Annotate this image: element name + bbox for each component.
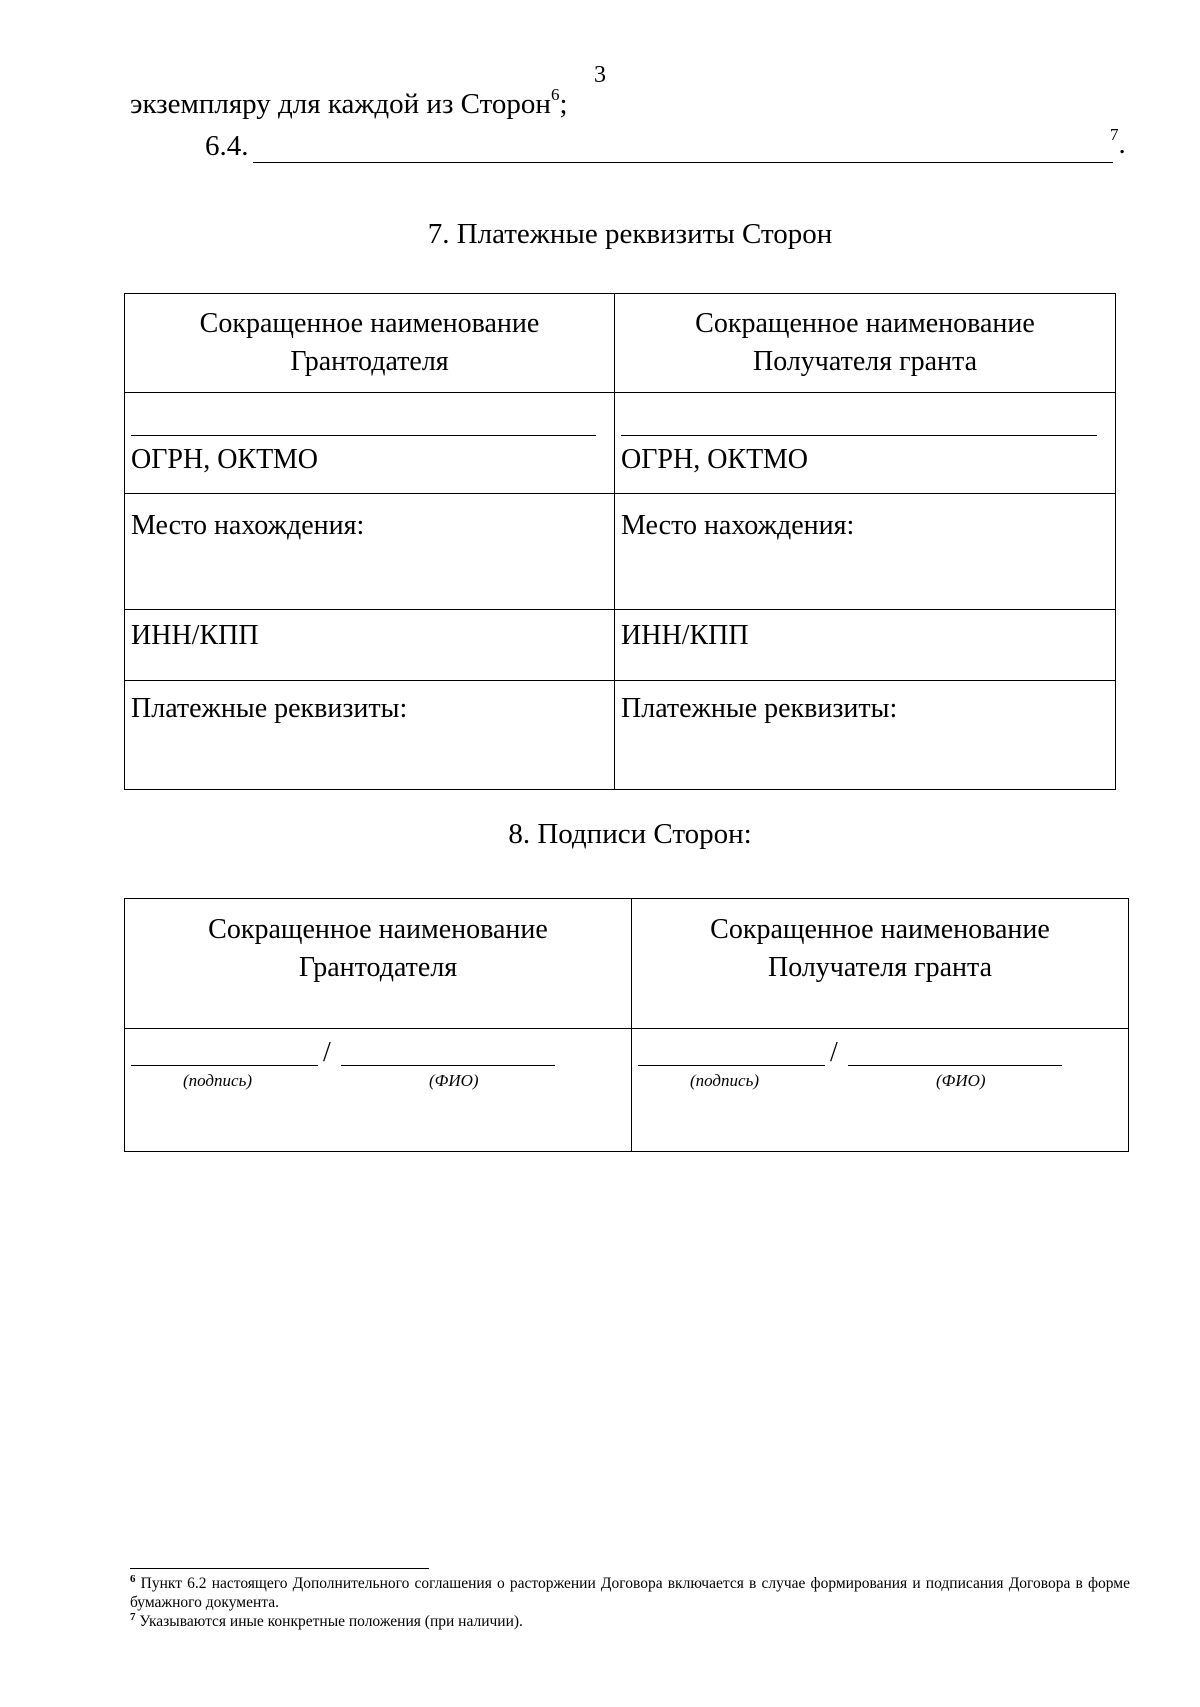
recipient-header	[615, 294, 1116, 393]
grantor-name-caption: (ФИО)	[429, 1071, 479, 1090]
grantor-ogrn-label: ОГРН, ОКТМО	[131, 444, 318, 475]
signatures-table	[124, 898, 1129, 1152]
item-6-4-tail	[1110, 125, 1126, 161]
footnote-7-mark: 7	[130, 1611, 136, 1623]
recipient-name-line	[848, 1065, 1062, 1066]
page-number: 3	[594, 62, 606, 88]
recipient-header-line1: Сокращенное наименование	[695, 308, 1035, 339]
grantor-header	[125, 294, 615, 393]
recipient-sign-header-line2: Получателя гранта	[767, 952, 993, 983]
recipient-sign-header-line1: Сокращенное наименование	[710, 914, 1050, 945]
recipient-signature-line	[638, 1065, 825, 1066]
grantor-payment-label: Платежные реквизиты:	[125, 681, 615, 790]
footnote-7-text: Указываются иные конкретные положения (при наличии).	[139, 1613, 523, 1630]
section-8-title: 8. Подписи Сторон:	[508, 818, 752, 850]
footnote-ref-6: 6	[550, 85, 560, 104]
section-7-title: 7. Платежные реквизиты Сторон	[427, 218, 833, 250]
grantor-inn-label: ИНН/КПП	[125, 610, 615, 681]
recipient-header-line2: Получателя гранта	[752, 346, 978, 377]
table-row	[125, 681, 1116, 790]
recipient-address-label: Место нахождения:	[615, 494, 1116, 610]
table-row	[125, 494, 1116, 610]
footnote-ref-7: 7	[1110, 125, 1119, 144]
intro-line	[130, 85, 568, 121]
grantor-slash: /	[323, 1037, 331, 1068]
grantor-name-cell	[125, 393, 615, 494]
item-6-4-label: 6.4.	[205, 130, 249, 162]
footnote-separator	[130, 1568, 429, 1569]
item-6-4-blank-line	[253, 162, 1113, 163]
grantor-signature-cell	[125, 1029, 632, 1152]
table-header-row	[125, 899, 1129, 1029]
recipient-payment-label: Платежные реквизиты:	[615, 681, 1116, 790]
grantor-signature-line	[131, 1065, 318, 1066]
grantor-sign-header-line2: Грантодателя	[298, 952, 458, 983]
table-row	[125, 610, 1116, 681]
recipient-sign-header	[632, 899, 1129, 1029]
footnote-6-text: Пункт 6.2 настоящего Дополнительного соглашения о расторжении Договора включается в случае формирования и подписания Договора в форме бумажного документа.	[130, 1575, 1130, 1611]
table-header-row	[125, 294, 1116, 393]
footnote-7	[130, 1612, 1130, 1631]
grantor-header-line2: Грантодателя	[290, 346, 449, 377]
grantor-signature-caption: (подпись)	[183, 1071, 252, 1090]
payment-details-table	[124, 293, 1116, 790]
intro-tail: ;	[559, 88, 568, 120]
recipient-slash: /	[830, 1037, 838, 1068]
grantor-name-line	[341, 1065, 555, 1066]
footnote-6-mark: 6	[130, 1573, 136, 1585]
recipient-name-caption: (ФИО)	[936, 1071, 986, 1090]
grantor-sign-header-line1: Сокращенное наименование	[208, 914, 548, 945]
grantor-address-label: Место нахождения:	[125, 494, 615, 610]
footnotes	[130, 1574, 1130, 1631]
recipient-inn-label: ИНН/КПП	[615, 610, 1116, 681]
grantor-sign-header	[125, 899, 632, 1029]
table-row	[125, 1029, 1129, 1152]
table-row	[125, 393, 1116, 494]
recipient-ogrn-label: ОГРН, ОКТМО	[621, 444, 808, 475]
item-6-4-period: .	[1118, 128, 1126, 160]
grantor-header-line1: Сокращенное наименование	[199, 308, 540, 339]
recipient-name-cell	[615, 393, 1116, 494]
recipient-signature-cell	[632, 1029, 1129, 1152]
recipient-signature-caption: (подпись)	[690, 1071, 759, 1090]
footnote-6	[130, 1574, 1130, 1612]
intro-text: экземпляру для каждой из Сторон	[130, 88, 551, 120]
